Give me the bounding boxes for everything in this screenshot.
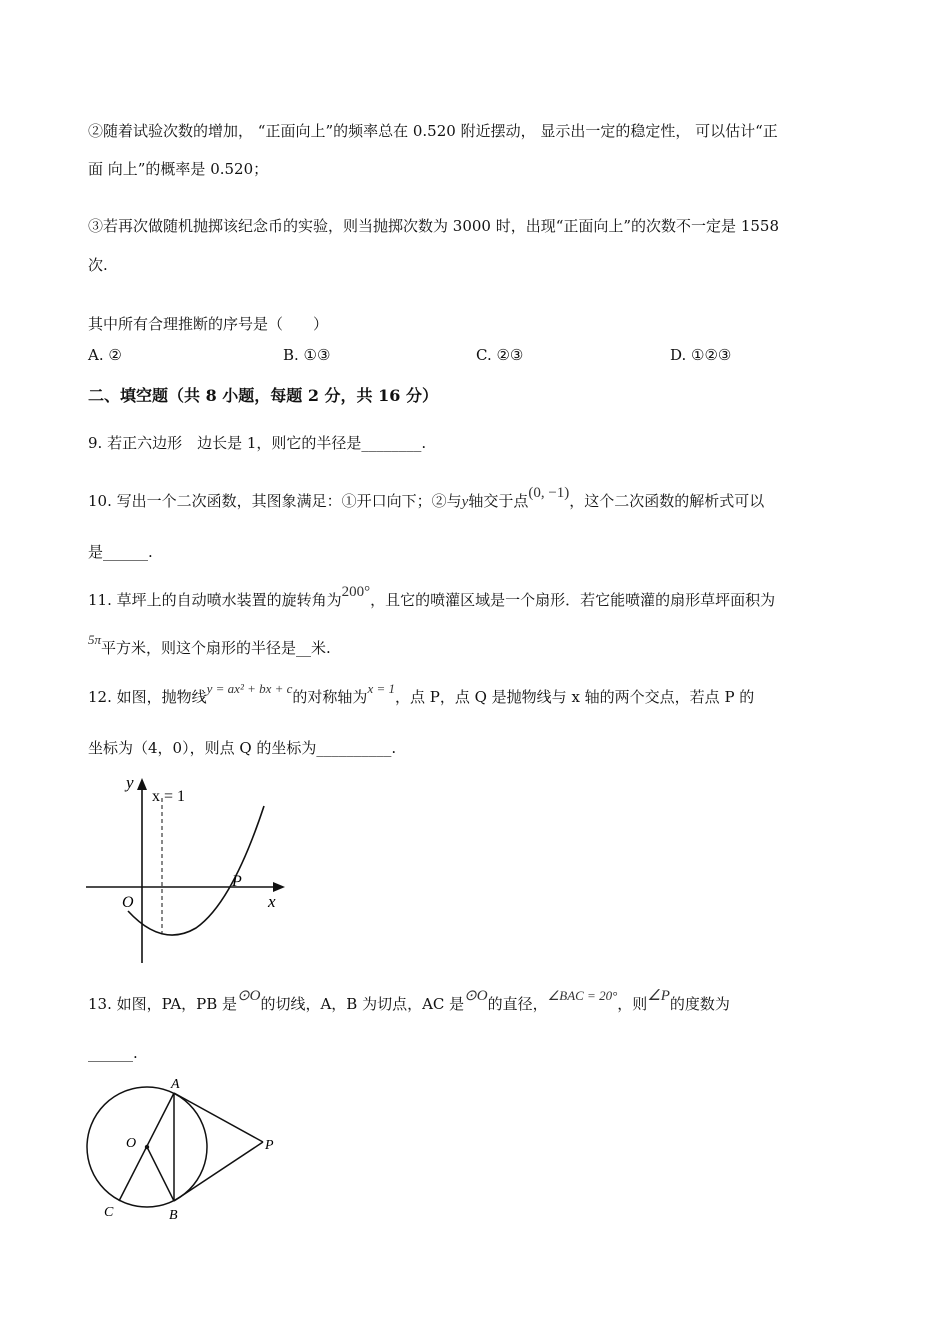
fig12-p-label: P [232,873,242,890]
option-a: A. ② [88,346,122,364]
q8-item3-line2: 次. [88,256,108,274]
radius-ob [147,1147,174,1201]
q13-line1 [88,988,730,1014]
circle-tangent-figure [80,1070,290,1230]
q11-line1 [88,584,776,610]
q9: 9. 若正六边形 边长是 1，则它的半径是________. [88,434,427,452]
parabola-curve [128,806,264,935]
q12-part3: ，点 P，点 Q 是抛物线与 x 轴的两个交点，若点 P 的 [394,688,755,706]
fig12-x-label: x [268,892,276,911]
q10-y-var: y [461,494,469,510]
fig12-y-label: y [126,773,134,792]
q11-angle: 200° [341,584,371,600]
q13-line2: ______. [88,1044,138,1062]
fig12-axis-label: x = 1 [152,788,186,805]
fig13-p-label: P [265,1138,274,1153]
parabola-figure [80,768,300,968]
q12-equation: y = ax² + bx + c [206,681,293,696]
tangent-pb [174,1142,263,1201]
q10-part3: ，这个二次函数的解析式可以 [569,492,765,510]
q12-part2: 的对称轴为 [292,688,368,706]
q12-line2: 坐标为（4，0），则点 Q 的坐标为__________. [88,739,397,757]
q11-line2-text: 平方米，则这个扇形的半径是__米. [101,639,331,657]
q8-item2-line1: ②随着试验次数的增加， “正面向上”的频率总在 0.520 附近摆动， 显示出一定的稳定性， 可以估计“正 [88,122,778,140]
option-d: D. ①②③ [670,346,732,364]
q11-part2: ，且它的喷灌区域是一个扇形．若它能喷灌的扇形草坪面积为 [370,591,776,609]
q13-part1: 13. 如图，PA，PB 是 [88,995,238,1013]
option-c: C. ②③ [476,346,524,364]
fig12-origin-label: O [122,894,134,911]
q13-part4: ，则 [617,995,648,1013]
q11-part1: 11. 草坪上的自动喷水装置的旋转角为 [88,591,342,609]
q13-part3: 的直径， [487,995,548,1013]
fig13-b-label: B [169,1208,178,1223]
q8-item3-line1: ③若再次做随机抛掷该纪念币的实验，则当抛掷次数为 3000 时，出现“正面向上”的次数不一定是 1558 [88,217,779,235]
q12-part1: 12. 如图，抛物线 [88,688,207,706]
q13-circle1: ⊙O [237,988,261,1004]
center-dot [145,1145,149,1149]
fig13-o-label: O [126,1136,137,1151]
q11-area: 5π [88,632,102,647]
q10-point: (0, −1) [528,485,570,501]
q13-angle-expr: ∠BAC = 20° [547,988,618,1003]
fig13-c-label: C [104,1205,114,1220]
q13-circle2: ⊙O [464,988,488,1004]
x-axis-arrow [273,882,285,892]
q13-part5: 的度数为 [669,995,730,1013]
q12-axis: x = 1 [367,681,395,696]
q10-part2: 轴交于点 [468,492,529,510]
q12-line1 [88,681,755,707]
fig13-a-label: A [171,1077,180,1092]
q10-part1: 10. 写出一个二次函数，其图象满足：①开口向下；②与 [88,492,462,510]
tangent-pa [174,1093,263,1142]
q11-line2 [88,632,331,658]
option-b: B. ①③ [283,346,331,364]
y-axis-arrow [137,778,147,790]
q13-angle-p: ∠P [647,988,670,1004]
section2-heading: 二、填空题（共 8 小题，每题 2 分，共 16 分） [88,386,438,405]
q8-question: 其中所有合理推断的序号是（ ） [88,315,329,333]
q10-line2: 是______. [88,543,153,561]
q13-part2: 的切线，A，B 为切点，AC 是 [260,995,465,1013]
q8-item2-line2: 面 向上”的概率是 0.520； [88,160,269,178]
q10-line1 [88,485,765,511]
